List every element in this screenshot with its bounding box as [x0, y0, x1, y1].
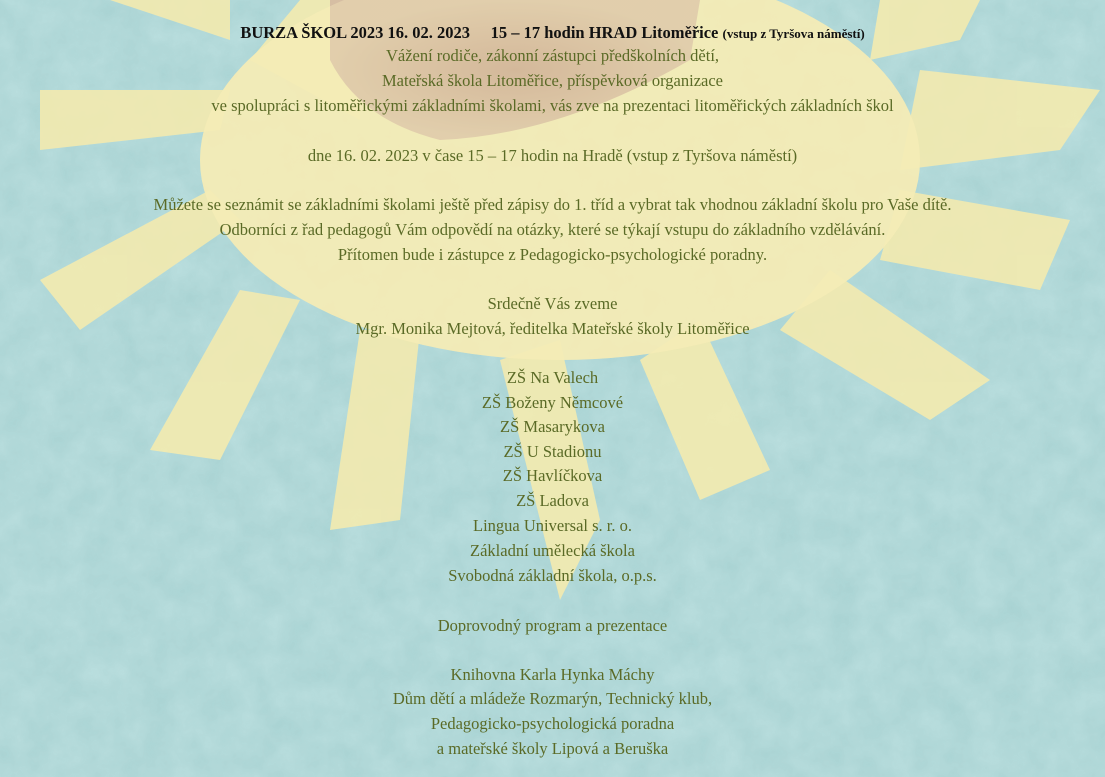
signature-greeting: Srdečně Vás zveme	[487, 294, 618, 313]
school-list-item: ZŠ U Stadionu	[503, 442, 602, 461]
program-item: Knihovna Karla Hynka Máchy	[450, 665, 655, 684]
intro-line-1: Vážení rodiče, zákonní zástupci předškolních dětí,	[385, 46, 720, 65]
info-line-1: Můžete se seznámit se základními školami ještě před zápisy do 1. tříd a vybrat tak vhodnou základní školu pro Vaše dítě.	[153, 195, 952, 214]
info-line-3: Přítomen bude i zástupce z Pedagogicko-psychologické poradny.	[337, 245, 768, 264]
school-list-item: Základní umělecká škola	[470, 541, 635, 560]
school-list-item: ZŠ Havlíčkova	[502, 466, 603, 485]
signature-name: Mgr. Monika Mejtová, ředitelka Mateřské školy Litoměřice	[355, 319, 750, 338]
program-item: Dům dětí a mládeže Rozmarýn, Technický klub,	[392, 689, 713, 708]
event-title-entrance-note: (vstup z Tyršova náměstí)	[722, 26, 865, 41]
program-item: a mateřské školy Lipová a Beruška	[436, 739, 669, 758]
intro-line-3: ve spolupráci s litoměřickými základními školami, vás zve na prezentaci litoměřických základních škol	[211, 96, 894, 115]
program-heading: Doprovodný program a prezentace	[437, 616, 668, 635]
program-item: Pedagogicko-psychologická poradna	[430, 714, 675, 733]
school-list-item: ZŠ Ladova	[516, 491, 589, 510]
intro-line-2: Mateřská škola Litoměřice, příspěvková organizace	[381, 71, 724, 90]
school-list-item: ZŠ Masarykova	[500, 417, 605, 436]
school-list-item: ZŠ Na Valech	[506, 368, 599, 387]
school-list-item: Svobodná základní škola, o.p.s.	[448, 566, 657, 585]
school-list-item: ZŠ Boženy Němcové	[481, 393, 624, 412]
event-date-line: dne 16. 02. 2023 v čase 15 – 17 hodin na Hradě (vstup z Tyršova náměstí)	[307, 146, 798, 165]
info-line-2: Odborníci z řad pedagogů Vám odpovědí na otázky, které se týkají vstupu do základního vzdělávání.	[219, 220, 886, 239]
school-list-item: Lingua Universal s. r. o.	[472, 516, 632, 535]
event-title	[0, 21, 1105, 47]
event-title-main: BURZA ŠKOL 2023 16. 02. 2023 15 – 17 hodin HRAD Litoměřice	[240, 23, 723, 42]
